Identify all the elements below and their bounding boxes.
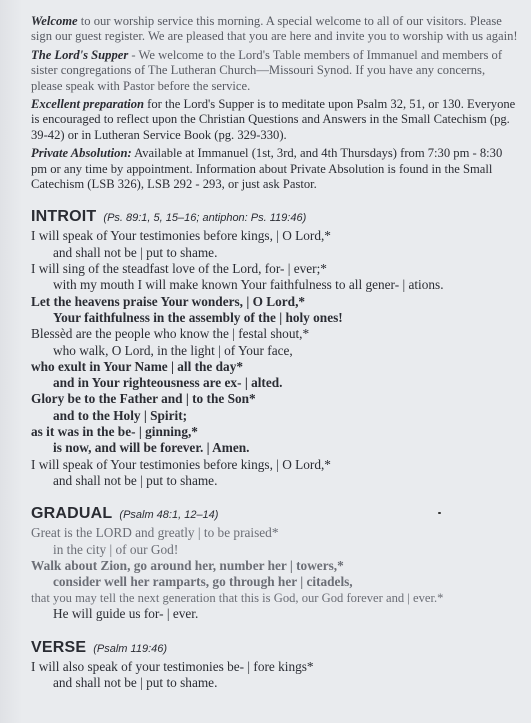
introit-line: Blessèd are the people who know the | festal shout,* [31,326,310,342]
introit-line: and shall not be | put to shame. [53,472,218,488]
introit-line: who exult in Your Name | all the day* [31,358,243,374]
introit-line: as it was in the be- | ginning,* [31,424,198,440]
notice-welcome [31,14,519,45]
verse-line: I will also speak of your testimonies be- | fore kings* [31,658,314,674]
notice-heading: The Lord's Supper [31,47,129,62]
notice-heading: Private Absolution: [31,146,132,161]
gradual-line: in the city | of our God! [53,541,179,557]
section-reference: (Psalm 119:46) [93,642,168,655]
gradual-section [31,505,519,622]
notice-text: for the Lord's Supper is to meditate upon Psalm 32, 51, or 130. Everyone is encouraged to reflect upon the Christian Questions and Answers in the Small Catechism (pg. 39-42) or in Lutheran Service Book (pg. 329-330). [31,97,516,142]
gradual-line: consider well her ramparts, go through her | citadels, [53,574,353,590]
introit-line: and shall not be | put to shame. [53,244,218,260]
section-reference: (Ps. 89:1, 5, 15–16; antiphon: Ps. 119:46) [103,212,307,225]
introit-line: and to the Holy | Spirit; [53,407,188,423]
notice-lords-supper [31,48,519,94]
introit-line: I will sing of the steadfast love of the Lord, for- | ever;* [31,261,327,277]
notice-text: to our worship service this morning. A special welcome to all of our visitors. Please sign our guest register. We are pleased that you are here and invite you to worship with us again! [31,14,518,44]
introit-line: and in Your righteousness are ex- | alted. [53,375,283,391]
introit-line: I will speak of Your testimonies before kings, | O Lord,* [31,228,331,244]
gradual-line: Great is the LORD and greatly | to be praised* [31,525,279,541]
introit-section [31,208,519,489]
notice-heading: Excellent preparation [31,97,144,112]
verse-line: and shall not be | put to shame. [53,675,218,690]
introit-line: Glory be to the Father and | to the Son* [31,391,256,407]
section-reference: (Psalm 48:1, 12–14) [119,509,219,522]
notices [31,14,519,192]
notice-preparation [31,97,519,143]
verse-section [31,639,519,692]
section-title: VERSE [31,638,87,656]
ink-speck [438,512,441,514]
introit-line: Let the heavens praise Your wonders, | O Lord,* [31,293,306,309]
verse-heading [31,639,519,658]
notice-absolution [31,146,519,192]
gradual-line: Walk about Zion, go around her, number her | towers,* [31,557,344,573]
notice-text: - We welcome to the Lord's Table members of Immanuel and members of sister congregations of The Lutheran Church—Missouri Synod. If you have any concerns, please speak with Pastor before the service. [31,47,503,93]
section-title: GRADUAL [31,505,113,523]
introit-line: is now, and will be forever. | Amen. [53,440,250,456]
notice-heading: Welcome [31,14,78,28]
section-title: INTROIT [31,208,97,226]
gradual-line: He will guide us for- | ever. [53,606,199,622]
introit-heading [31,208,519,227]
introit-line: who walk, O Lord, in the light | of Your face, [53,342,293,358]
introit-line: with my mouth I will make known Your faithfulness to all gener- | ations. [53,277,444,293]
gradual-line: that you may tell the next generation that this is God, our God forever and | ever.* [31,591,444,606]
notice-text: Available at Immanuel (1st, 3rd, and 4th Thursdays) from 7:30 pm - 8:30 pm or any time by appointment. Information about Private Absolution is found in the Small Catechism (LSB 326), LSB 292 - 293, or just ask Pastor. [31,146,503,192]
gradual-heading [31,505,519,524]
introit-line: I will speak of Your testimonies before kings, | O Lord,* [31,456,331,472]
introit-line: Your faithfulness in the assembly of the | holy ones! [53,309,343,325]
